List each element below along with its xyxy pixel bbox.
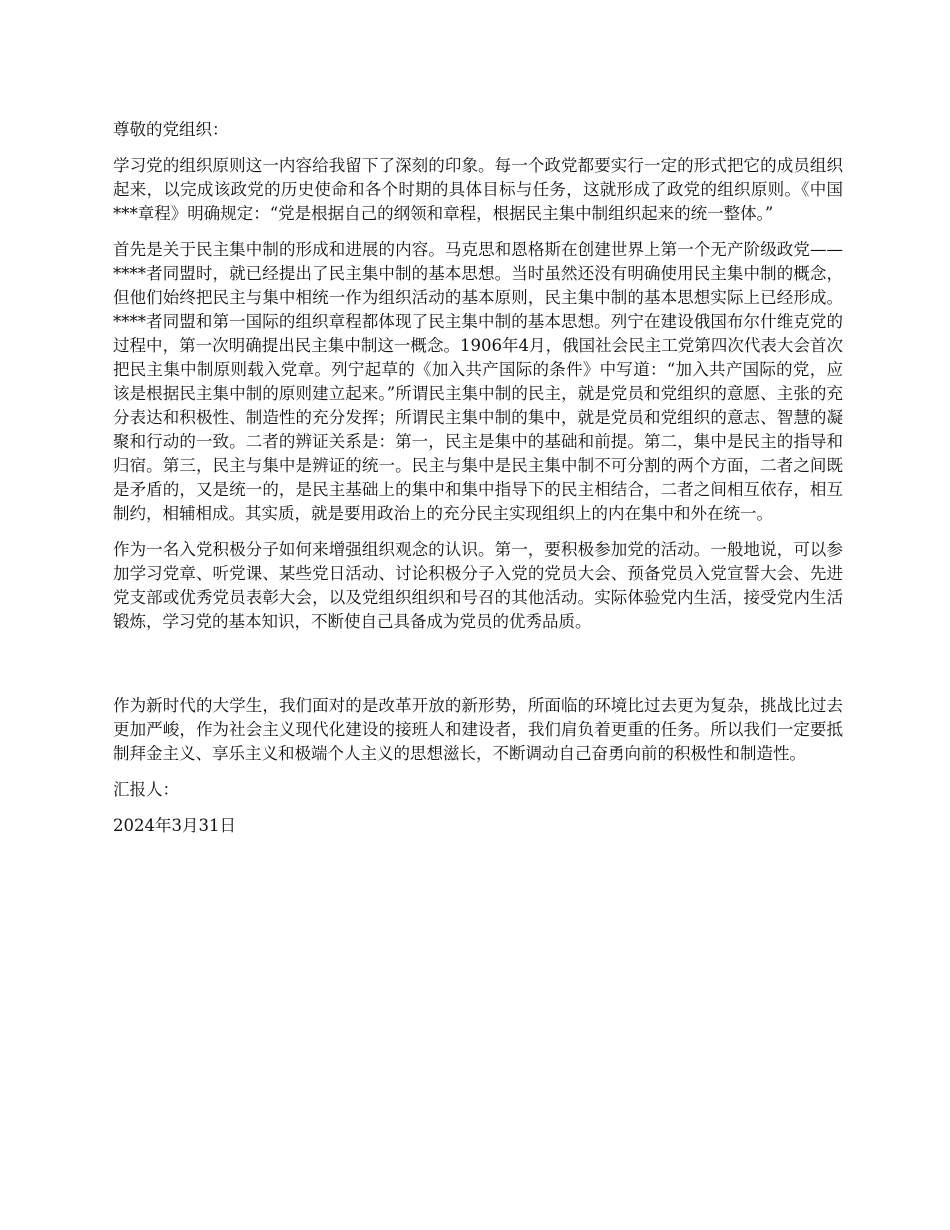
- letter-page: [113, 118, 843, 838]
- salutation: 尊敬的党组织：: [113, 120, 229, 139]
- paragraph-activist-awareness: 作为一名入党积极分子如何来增强组织观念的认识。第一，要积极参加党的活动。一般地说，可以参加学习党章、听党课、某些党日活动、讨论积极分子入党的党员大会、预备党员入党宣誓大会、先进党支部或优秀党员表彰大会，以及党组织组织和号召的其他活动。实际体验党内生活，接受党内生活锻炼，学习党的基本知识，不断使自己具备成为党员的优秀品质。: [113, 540, 843, 631]
- signer-label: 汇报人：: [113, 780, 179, 799]
- paragraph-democratic-centralism: 首先是关于民主集中制的形成和进展的内容。马克思和恩格斯在创建世界上第一个无产阶级政党——****者同盟时，就已经提出了民主集中制的基本思想。当时虽然还没有明确使用民主集中制的概念，但他们始终把民主与集中相统一作为组织活动的基本原则，民主集中制的基本思想实际上已经形成。****者同盟和第一国际的组织章程都体现了民主集中制的基本思想。列宁在建设俄国布尔什维克党的过程中，第一次明确提出民主集中制这一概念。1906年4月，俄国社会民主工党第四次代表大会首次把民主集中制原则载入党章。列宁起草的《加入共产国际的条件》中写道：“加入共产国际的党，应该是根据民主集中制的原则建立起来。”所谓民主集中制的民主，就是党员和党组织的意愿、主张的充分表达和积极性、制造性的充分发挥；所谓民主集中制的集中，就是党员和党组织的意志、智慧的凝聚和行动的一致。二者的辨证关系是：第一，民主是集中的基础和前提。第二，集中是民主的指导和归宿。第三，民主与集中是辨证的统一。民主与集中是民主集中制不可分割的两个方面，二者之间既是矛盾的，又是统一的，是民主基础上的集中和集中指导下的民主相结合，二者之间相互依存，相互制约，相辅相成。其实质，就是要用政治上的充分民主实现组织上的内在集中和外在统一。: [113, 240, 843, 523]
- paragraph-organization-principle: 学习党的组织原则这一内容给我留下了深刻的印象。每一个政党都要实行一定的形式把它的成员组织起来，以完成该政党的历史使命和各个时期的具体目标与任务，这就形成了政党的组织原则。《中国***章程》明确规定：“党是根据自己的纲领和章程，根据民主集中制组织起来的统一整体。”: [113, 156, 843, 223]
- report-date: 2024年3月31日: [113, 816, 236, 835]
- blank-spacer: [113, 646, 843, 694]
- paragraph-closing: 作为新时代的大学生，我们面对的是改革开放的新形势，所面临的环境比过去更为复杂，挑战比过去更加严峻，作为社会主义现代化建设的接班人和建设者，我们肩负着更重的任务。所以我们一定要抵制拜金主义、享乐主义和极端个人主义的思想滋长，不断调动自己奋勇向前的积极性和制造性。: [113, 696, 843, 763]
